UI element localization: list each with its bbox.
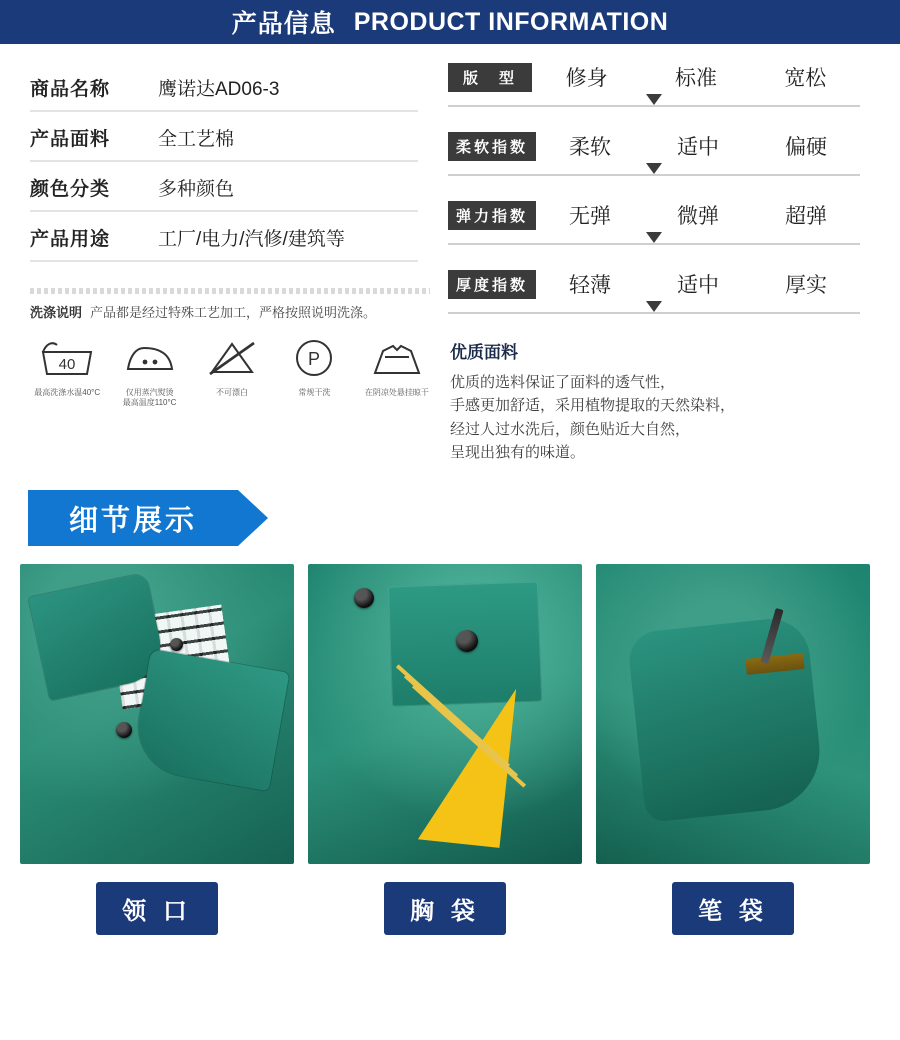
wash-tub-40-icon	[34, 331, 100, 385]
photo-pen-pocket	[596, 564, 870, 864]
spec-label: 商品名称	[30, 79, 111, 100]
gauge-tag: 版 型	[448, 63, 532, 92]
gauge-row	[448, 269, 860, 299]
gauge-option: 无弹	[569, 205, 612, 228]
gauge-option: 微弹	[677, 205, 720, 228]
gauge-thickness	[448, 269, 860, 314]
gauge-scale	[448, 233, 860, 245]
wash-care-title-bold: 洗涤说明	[30, 305, 83, 320]
gauge-marker	[646, 232, 662, 243]
gauge-marker	[646, 301, 662, 312]
gauge-options	[536, 200, 860, 230]
gauge-option: 偏硬	[785, 136, 828, 159]
gauge-options	[532, 62, 860, 92]
button-icon	[170, 638, 183, 651]
spec-row	[30, 112, 418, 162]
gauge-scale	[448, 302, 860, 314]
photo-card	[20, 564, 294, 935]
dry-clean-p-icon	[281, 331, 347, 385]
wash-icon-caption: 仅用蒸汽熨烫 最高温度110°C	[122, 388, 177, 407]
spec-value: 多种颜色	[158, 179, 235, 200]
fabric-description	[448, 338, 860, 464]
gauge-row	[448, 131, 860, 161]
detail-banner-body	[28, 490, 238, 546]
wash-icon-item	[281, 331, 347, 408]
photo-caption: 笔 袋	[672, 882, 794, 935]
wash-care-block	[30, 288, 430, 408]
dashed-divider	[30, 288, 430, 294]
iron-icon	[116, 331, 182, 385]
gauge-options	[536, 131, 860, 161]
sleeve-shape	[627, 615, 826, 823]
photo-chest-pocket	[308, 564, 582, 864]
fabric-line: 优质的选料保证了面料的透气性，	[450, 374, 676, 391]
spec-column	[0, 62, 448, 464]
wash-icon-item	[364, 331, 430, 408]
line-dry-icon	[364, 331, 430, 385]
photo-card	[596, 564, 870, 935]
gauge-option: 厚实	[785, 274, 828, 297]
gauge-tag: 柔软指数	[448, 132, 536, 161]
button-icon	[116, 722, 132, 738]
photo-collar	[20, 564, 294, 864]
svg-text:40: 40	[58, 356, 76, 373]
photo-caption: 领 口	[96, 882, 218, 935]
wash-icon-caption: 常规干洗	[298, 388, 331, 397]
spec-row	[30, 62, 418, 112]
gauge-option: 轻薄	[569, 274, 612, 297]
gauge-row	[448, 62, 860, 92]
spec-label: 产品用途	[30, 229, 111, 250]
detail-photo-row	[0, 546, 900, 935]
wash-icon-caption: 最高洗涤水温40°C	[34, 388, 101, 397]
spec-label: 颜色分类	[30, 179, 111, 200]
button-icon	[354, 588, 374, 608]
page-header	[0, 0, 900, 44]
gauge-scale	[448, 95, 860, 107]
wash-icon-item	[116, 331, 182, 408]
gauge-option: 宽松	[784, 67, 827, 90]
gauge-marker	[646, 163, 662, 174]
no-bleach-icon	[199, 331, 265, 385]
collar-right	[131, 649, 290, 791]
gauge-fit	[448, 62, 860, 107]
gauge-option: 适中	[677, 274, 720, 297]
spec-label: 产品面料	[30, 129, 111, 150]
gauge-elasticity	[448, 200, 860, 245]
spec-value: 工厂/电力/汽修/建筑等	[158, 229, 345, 250]
spec-value: 鹰诺达AD06-3	[158, 79, 280, 100]
photo-caption-wrap	[596, 882, 870, 935]
detail-banner-label: 细节展示	[68, 504, 197, 537]
header-title-cn: 产品信息	[231, 10, 336, 38]
spec-row	[30, 212, 418, 262]
header-title-en: PRODUCT INFORMATION	[353, 7, 669, 36]
detail-section-banner	[28, 490, 268, 546]
gauge-option: 修身	[565, 67, 608, 90]
gauge-option: 柔软	[569, 136, 612, 159]
banner-arrow-icon	[238, 490, 268, 546]
wash-icon-caption: 不可漂白	[216, 388, 249, 397]
gauge-row	[448, 200, 860, 230]
gauge-softness	[448, 131, 860, 176]
gauge-option: 超弹	[785, 205, 828, 228]
gauge-marker	[646, 94, 662, 105]
gauge-options	[536, 269, 860, 299]
main-content	[0, 44, 900, 464]
gauge-tag: 厚度指数	[448, 270, 536, 299]
photo-card	[308, 564, 582, 935]
photo-caption: 胸 袋	[384, 882, 506, 935]
button-icon	[456, 630, 478, 652]
wash-icon-item	[34, 331, 100, 408]
fabric-title: 优质面料	[450, 343, 518, 362]
gauge-column	[448, 62, 900, 464]
gauge-tag: 弹力指数	[448, 201, 536, 230]
wash-icon-row	[30, 331, 430, 408]
fabric-line: 手感更加舒适，采用植物提取的天然染料，	[450, 397, 736, 415]
svg-text:P: P	[308, 349, 321, 369]
photo-caption-wrap	[308, 882, 582, 935]
spec-row	[30, 162, 418, 212]
wash-care-title-text: 产品都是经过特殊工艺加工，严格按照说明洗涤。	[90, 305, 377, 320]
wash-care-title	[30, 302, 430, 321]
gauge-option: 适中	[677, 136, 720, 159]
fabric-line: 呈现出独有的味道。	[450, 443, 586, 461]
gauge-scale	[448, 164, 860, 176]
gauge-option: 标准	[674, 67, 717, 90]
photo-caption-wrap	[20, 882, 294, 935]
fabric-line: 经过人过水洗后，颜色贴近大自然，	[450, 420, 691, 438]
wash-icon-item	[199, 331, 265, 408]
spec-value: 全工艺棉	[158, 129, 235, 150]
wash-icon-caption: 在阴凉处悬挂晾干	[364, 388, 429, 397]
